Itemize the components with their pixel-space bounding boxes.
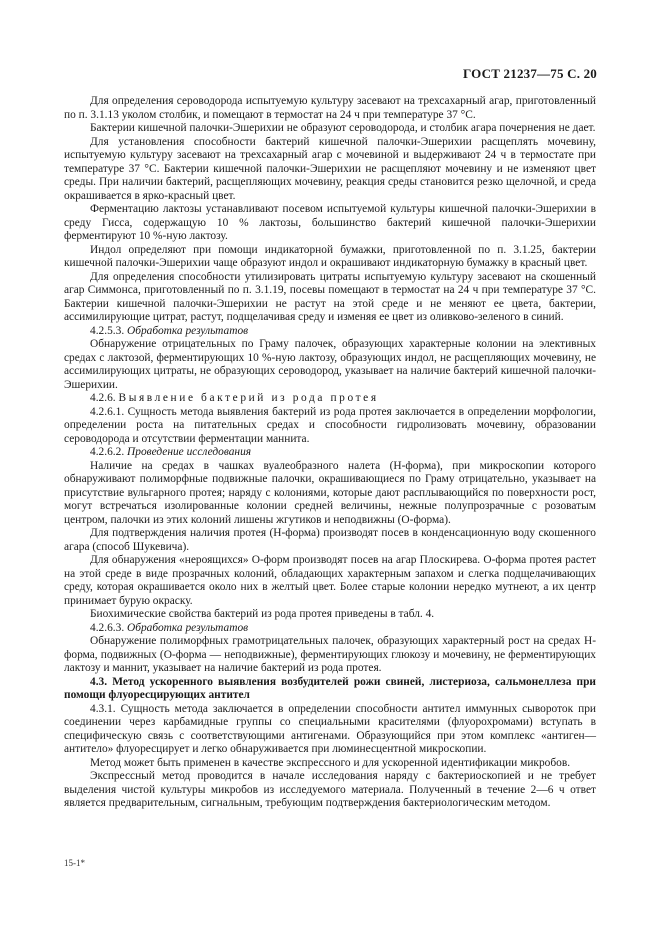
paragraph: 4.2.6.1. Сущность метода выявления бактерий из рода протея заключается в определении морфологии, определении роста на питательных средах и способности гидролизовать мочевину, образовании сероводорода и отсутствии ферментации маннита. — [64, 405, 596, 445]
section-heading — [64, 622, 596, 636]
paragraph: Для установления способности бактерий кишечной палочки-Эшерихии расщеплять мочевину, испытуемую культуру засевают на трехсахарный агар с мочевиной и выдерживают 24 ч в термостате при температуре 37 °С. Бактерии кишечной палочки-Эшерихии не расщепляют мочевину и не изменяют цвет среды. При наличии бактерий, расщепляющих мочевину, реакция среды становится резко щелочной, и среда окрашивается в ярко-красный цвет. — [64, 135, 596, 202]
paragraph: Для определения способности утилизировать цитраты испытуемую культуру засевают на скошенный агар Симмонса, приготовленный по п. 3.1.19, посевы помещают в термостат на 24 ч при температуре 37 °С. Бактерии кишечной палочки-Эшерихии не растут на этой среде и не меняют ее цвета, бактерии, ассимилирующие цитрат, растут, подщелачивая среду и изменяя ее цвет из оливково-зеленого в синий. — [64, 270, 596, 323]
paragraph: Экспрессный метод проводится в начале исследования наряду с бактериоскопией и не требует выделения чистой культуры микробов из исследуемого материала. Полученный в течение 2—6 ч ответ является предварительным, сигнальным, требующим подтверждения бактериологическим методом. — [64, 770, 596, 809]
paragraph: Индол определяют при помощи индикаторной бумажки, приготовленной по п. 3.1.25, бактерии кишечной палочки-Эшерихии чаще образуют индол и окрашивают индикаторную бумажку в красный цвет. — [64, 243, 596, 269]
section-number: 4.3. — [90, 675, 108, 688]
section-title: Обработка результатов — [127, 324, 249, 337]
section-number: 4.2.6. — [90, 392, 116, 404]
section-title: Проведение исследования — [127, 446, 252, 458]
page-header: ГОСТ 21237—75 С. 20 — [463, 66, 597, 81]
paragraph: Биохимические свойства бактерий из рода протея приведены в табл. 4. — [90, 608, 435, 620]
section-heading — [64, 392, 596, 406]
section-title: Выявление бактерий из рода протея — [118, 392, 379, 404]
section-number: 4.2.6.3. — [90, 621, 125, 634]
paragraph: Метод может быть применен в качестве экспрессного и для ускоренной идентификации микробов. — [90, 756, 571, 769]
paragraph: Обнаружение полиморфных грамотрицательных палочек, образующих характерный рост на средах Н-форма, подвижных (О-форма — неподвижные), ферментирующих глюкозу и мочевину, не ферментирующих лактозу и маннит, указывает на наличие бактерий из рода протея. — [64, 635, 596, 674]
section-heading — [64, 676, 596, 703]
section-heading — [64, 325, 596, 339]
section-heading — [64, 446, 596, 460]
section-title: Метод ускоренного выявления возбудителей рожи свиней, листериоза, сальмонеллеза при помощи флуоресцирующих антител — [64, 675, 596, 701]
paragraph: Обнаружение отрицательных по Граму палочек, образующих характерные колонии на элективных средах с лактозой, ферментирующих 10 %-ную лактозу, образующих индол, не расщепляющих мочевину, не ассимилирующих цитраты, не образующих сероводород, указывает на наличие бактерий кишечной палочки-Эшерихии. — [64, 338, 596, 391]
section-number: 4.2.5.3. — [90, 324, 125, 337]
section-title: Обработка результатов — [127, 621, 249, 634]
paragraph: Для определения сероводорода испытуемую культуру засевают на трехсахарный агар, приготовленный по п. 3.1.13 уколом столбик, и помещают в термостат на 24 ч при температуре 37 °С. — [64, 95, 596, 121]
paragraph: Для подтверждения наличия протея (Н-форма) производят посев в конденсационную воду скошенного агара (способ Шукевича). — [64, 527, 596, 553]
section-number: 4.2.6.2. — [90, 446, 125, 458]
paragraph: 4.3.1. Сущность метода заключается в определении способности антител иммунных сывороток при соединении через карбамидные группы со специальными красителями (флуорохромами) вступать в специфическую связь с соответствующими антигенами. Образующийся при этом комплекс «антиген—антитело» флуоресцирует и легко обнаруживается при люминесцентной микроскопии. — [64, 702, 596, 755]
page-footer-note: 15-1* — [64, 858, 85, 868]
document-body — [64, 95, 596, 811]
paragraph: Наличие на средах в чашках вуалеобразного налета (Н-форма), при микроскопии которого обнаруживают полиморфные подвижные палочки, окрашивающиеся по Граму отрицательно, указывает на присутствие вульгарного протея; наряду с колониями, которые дают расплывающийся по поверхности рост, могут встречаться изолированные колонии средней величины, нежные полупрозрачные с розоватым центром, палочки из этих колоний лишены жгутиков и неподвижны (О-форма). — [64, 459, 596, 526]
paragraph: Для обнаружения «нероящихся» О-форм производят посев на агар Плоскирева. О-форма протея растет на этой среде в виде прозрачных колоний, обладающих характерным запахом и слегка подщелачивающих среду, которая окрашивается около них в желтый цвет. Более старые колонии нередко мутнеют, а их центр принимает бурую окраску. — [64, 554, 596, 607]
paragraph: Бактерии кишечной палочки-Эшерихии не образуют сероводорода, и столбик агара почернения не дает. — [90, 122, 596, 134]
paragraph: Ферментацию лактозы устанавливают посевом испытуемой культуры кишечной палочки-Эшерихии в среду Гисса, содержащую 10 % лактозы, большинство бактерий кишечной палочки-Эшерихии ферментируют 10 %-ную лактозу. — [64, 203, 596, 242]
